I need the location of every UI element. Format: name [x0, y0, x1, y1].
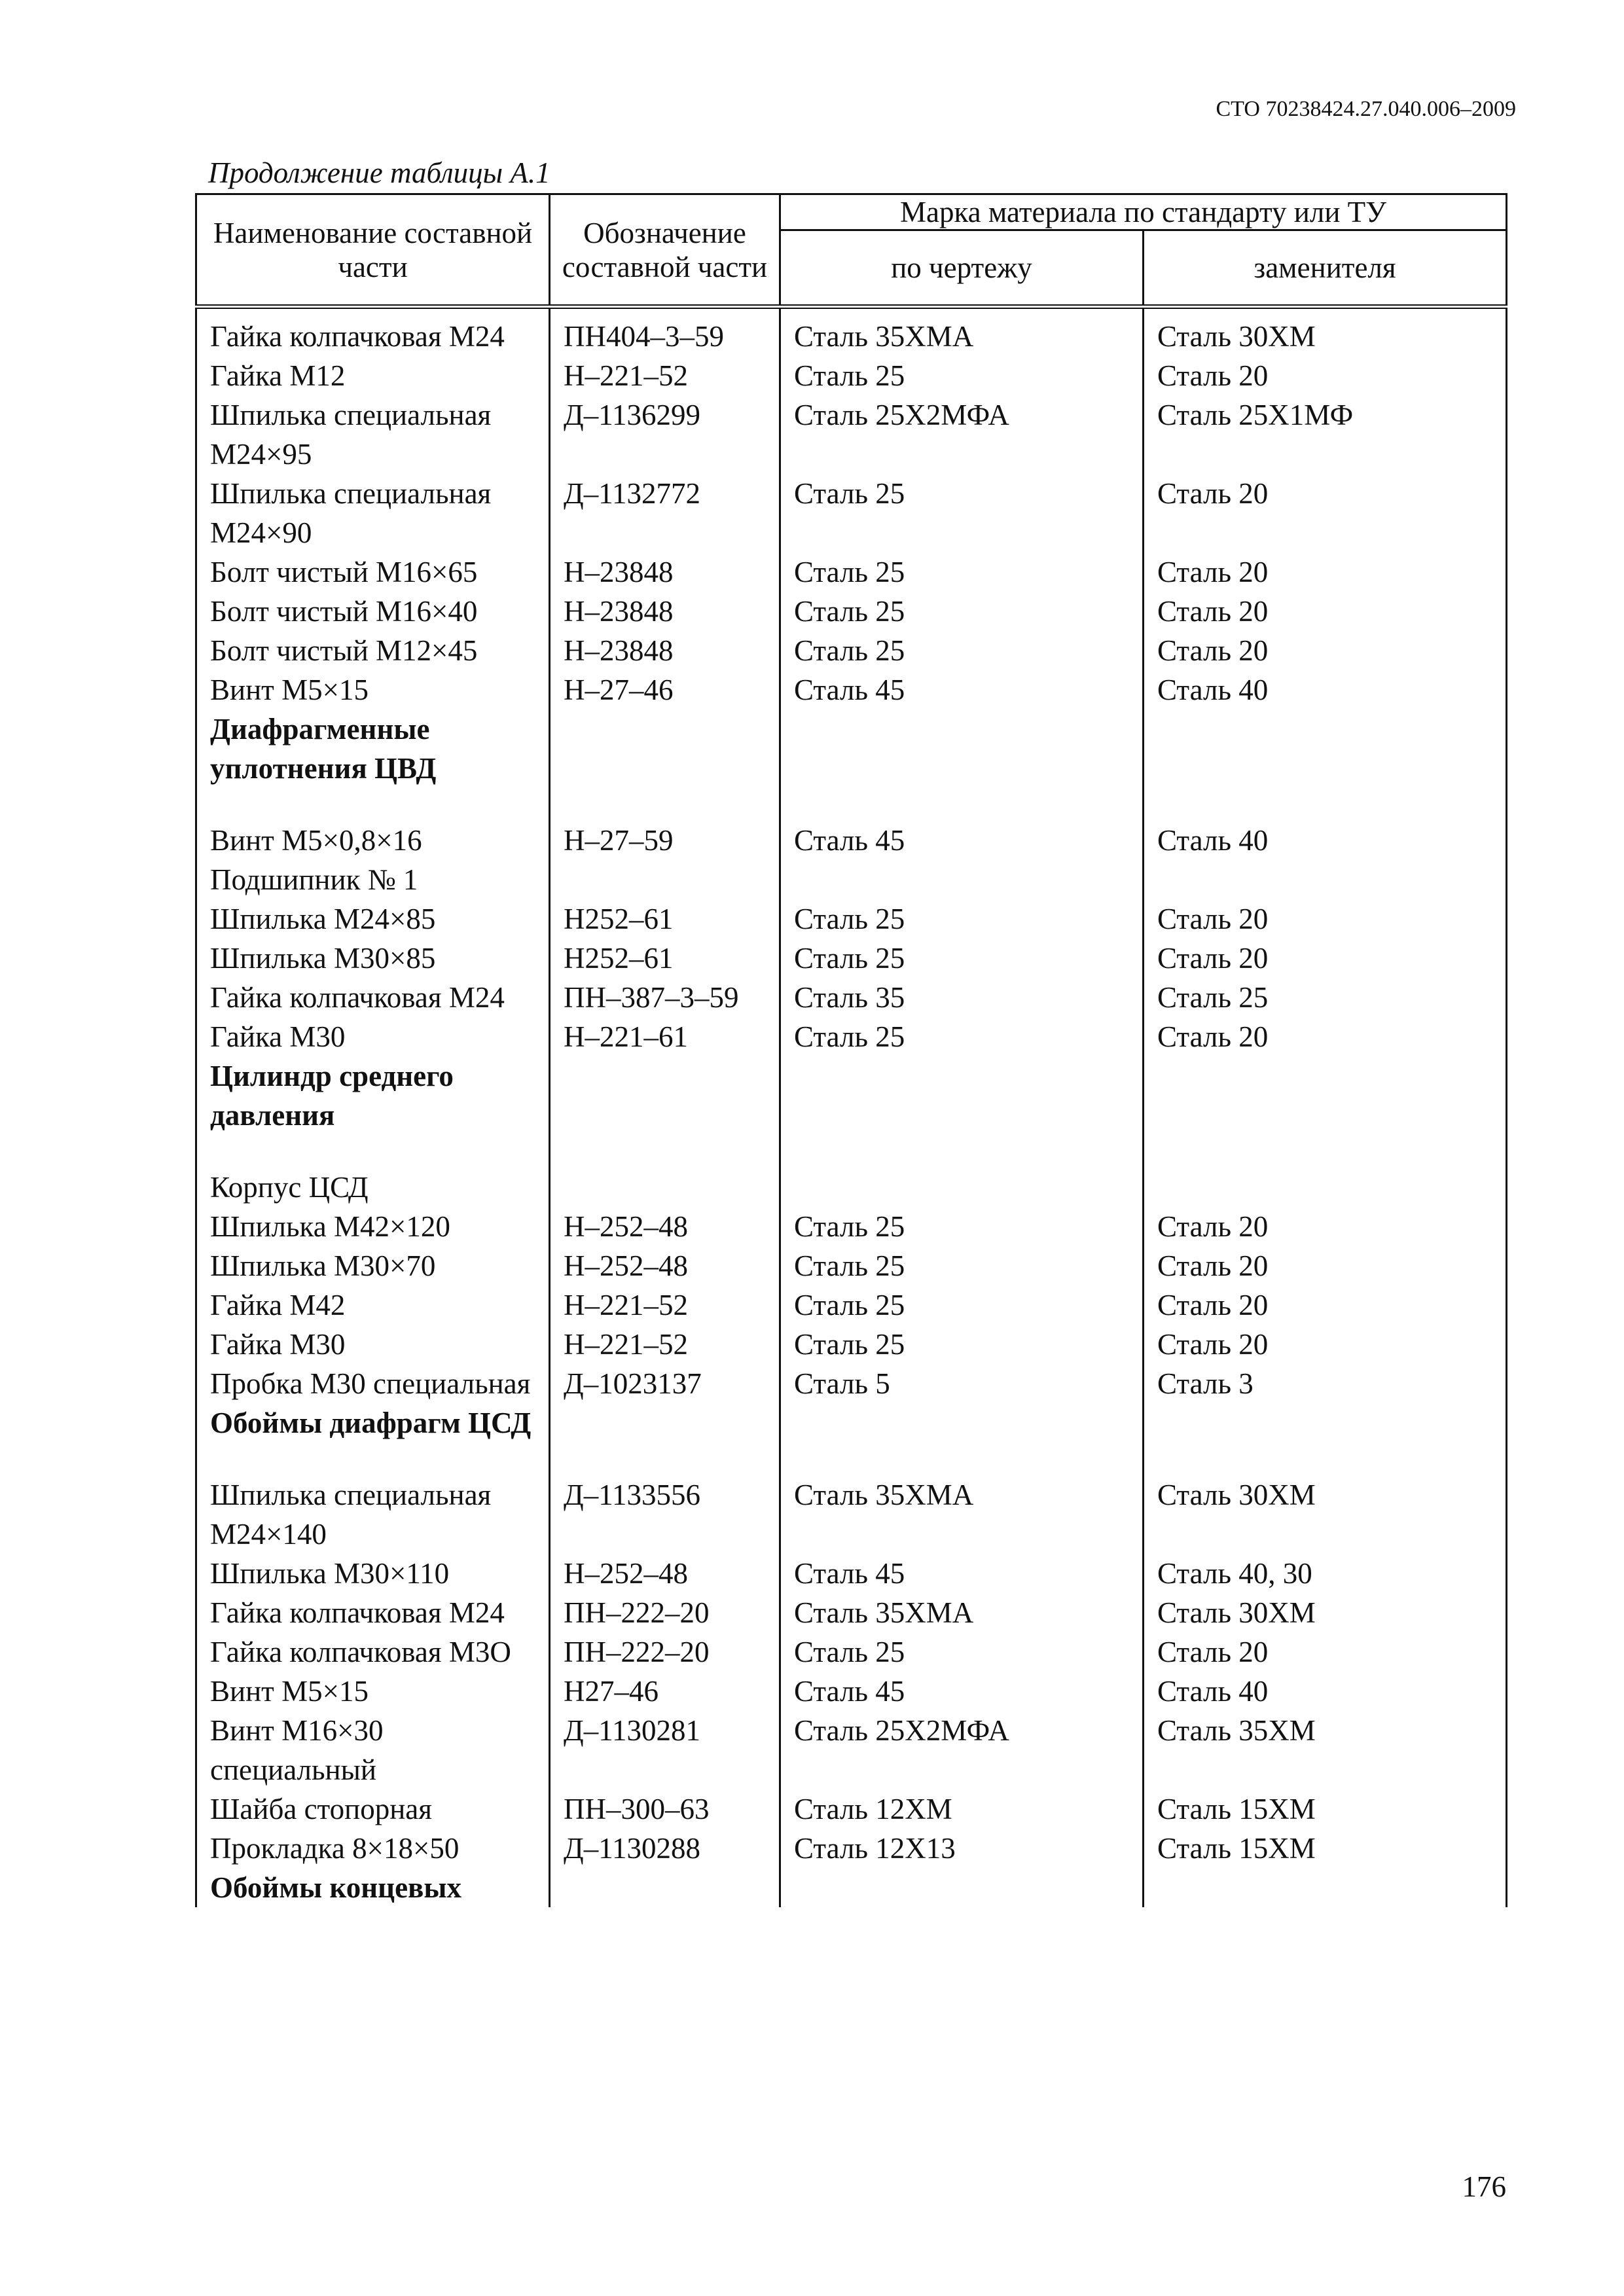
substitute-cell: Сталь 30ХМ [1144, 307, 1507, 357]
part-code-cell [550, 1403, 780, 1443]
substitute-cell: Сталь 20 [1144, 1207, 1507, 1246]
table-row [196, 1364, 1507, 1403]
table-caption: Продолжение таблицы А.1 [208, 156, 550, 189]
table-row [196, 1672, 1507, 1711]
table-row [196, 939, 1507, 978]
table-header [196, 194, 1507, 307]
material-cell: Сталь 25 [780, 1632, 1144, 1672]
table-body [196, 307, 1507, 1908]
part-name-cell: Подшипник № 1 [196, 860, 550, 899]
table-row [196, 552, 1507, 592]
part-name-cell: Шайба стопорная [196, 1789, 550, 1829]
part-code-cell [550, 860, 780, 899]
material-cell [780, 1056, 1144, 1135]
part-code-cell [550, 1443, 780, 1475]
substitute-cell: Сталь 20 [1144, 474, 1507, 552]
part-code-cell: Н–221–61 [550, 1017, 780, 1056]
section-row [196, 1403, 1507, 1443]
substitute-cell: Сталь 20 [1144, 1325, 1507, 1364]
table-row [196, 821, 1507, 860]
part-code-cell: Н–23848 [550, 552, 780, 592]
part-name-cell: Обоймы концевых [196, 1868, 550, 1907]
part-name-cell: Цилиндр среднего давления [196, 1056, 550, 1135]
substitute-cell: Сталь 40, 30 [1144, 1554, 1507, 1593]
part-name-cell: Обоймы диафрагм ЦСД [196, 1403, 550, 1443]
material-cell [780, 1443, 1144, 1475]
substitute-cell: Сталь 15ХМ [1144, 1829, 1507, 1868]
substitute-cell: Сталь 40 [1144, 1672, 1507, 1711]
part-code-cell: Н252–61 [550, 899, 780, 939]
material-cell: Сталь 35ХМА [780, 307, 1144, 357]
part-code-cell: Н–221–52 [550, 356, 780, 395]
material-cell: Сталь 25 [780, 1325, 1144, 1364]
substitute-cell [1144, 1443, 1507, 1475]
header-part-code: Обозначение составной части [550, 194, 780, 307]
material-cell [780, 1868, 1144, 1907]
table-row [196, 1475, 1507, 1554]
substitute-cell: Сталь 20 [1144, 631, 1507, 670]
part-name-cell: Гайка колпачковая М24 [196, 978, 550, 1017]
substitute-cell: Сталь 25 [1144, 978, 1507, 1017]
part-name-cell [196, 1135, 550, 1168]
substitute-cell: Сталь 20 [1144, 1246, 1507, 1285]
substitute-cell: Сталь 20 [1144, 1632, 1507, 1672]
part-name-cell [196, 1443, 550, 1475]
table-row [196, 1829, 1507, 1868]
part-name-cell: Винт М5×15 [196, 670, 550, 709]
material-cell: Сталь 25Х2МФА [780, 395, 1144, 474]
material-cell: Сталь 25 [780, 1207, 1144, 1246]
part-name-cell: Шпилька специальная М24×95 [196, 395, 550, 474]
material-cell: Сталь 25 [780, 631, 1144, 670]
substitute-cell [1144, 1168, 1507, 1207]
table-row [196, 1593, 1507, 1632]
substitute-cell: Сталь 20 [1144, 552, 1507, 592]
table-row [196, 1789, 1507, 1829]
substitute-cell [1144, 1135, 1507, 1168]
material-cell [780, 788, 1144, 821]
part-name-cell: Гайка М30 [196, 1325, 550, 1364]
substitute-cell: Сталь 30ХМ [1144, 1593, 1507, 1632]
table-row [196, 978, 1507, 1017]
part-name-cell: Шпилька М30×110 [196, 1554, 550, 1593]
material-cell [780, 1168, 1144, 1207]
substitute-cell [1144, 788, 1507, 821]
material-cell: Сталь 35 [780, 978, 1144, 1017]
part-code-cell [550, 709, 780, 788]
substitute-cell: Сталь 25Х1МФ [1144, 395, 1507, 474]
substitute-cell: Сталь 3 [1144, 1364, 1507, 1403]
substitute-cell: Сталь 15ХМ [1144, 1789, 1507, 1829]
table-row [196, 1017, 1507, 1056]
substitute-cell: Сталь 20 [1144, 1285, 1507, 1325]
table-row [196, 1325, 1507, 1364]
substitute-cell: Сталь 20 [1144, 939, 1507, 978]
part-code-cell: Н–23848 [550, 631, 780, 670]
part-code-cell: Н–27–46 [550, 670, 780, 709]
table-row [196, 631, 1507, 670]
material-cell: Сталь 35ХМА [780, 1475, 1144, 1554]
header-material-group: Марка материала по стандарту или ТУ [780, 194, 1507, 230]
substitute-cell: Сталь 30ХМ [1144, 1475, 1507, 1554]
table-row [196, 1207, 1507, 1246]
part-code-cell: Н27–46 [550, 1672, 780, 1711]
material-cell [780, 860, 1144, 899]
substitute-cell: Сталь 35ХМ [1144, 1711, 1507, 1789]
part-name-cell: Шпилька М24×85 [196, 899, 550, 939]
material-cell: Сталь 35ХМА [780, 1593, 1144, 1632]
material-cell [780, 1135, 1144, 1168]
substitute-cell: Сталь 20 [1144, 592, 1507, 631]
substitute-cell: Сталь 20 [1144, 356, 1507, 395]
part-name-cell: Винт М5×0,8×16 [196, 821, 550, 860]
material-cell: Сталь 45 [780, 670, 1144, 709]
part-name-cell: Диафрагменные уплотнения ЦВД [196, 709, 550, 788]
part-name-cell: Шпилька М30×85 [196, 939, 550, 978]
material-cell [780, 1403, 1144, 1443]
material-cell: Сталь 45 [780, 1554, 1144, 1593]
table-row [196, 860, 1507, 899]
page-number: 176 [1462, 2170, 1506, 2203]
part-name-cell: Винт М16×30 специальный [196, 1711, 550, 1789]
table-row [196, 1285, 1507, 1325]
table-row [196, 1246, 1507, 1285]
part-code-cell: Н252–61 [550, 939, 780, 978]
part-code-cell: Д–1132772 [550, 474, 780, 552]
part-name-cell: Гайка колпачковая М3О [196, 1632, 550, 1672]
part-name-cell: Шпилька М30×70 [196, 1246, 550, 1285]
substitute-cell: Сталь 40 [1144, 670, 1507, 709]
part-code-cell: ПН–222–20 [550, 1593, 780, 1632]
part-name-cell: Шпилька М42×120 [196, 1207, 550, 1246]
header-part-name: Наименование составной части [196, 194, 550, 307]
table-row [196, 1632, 1507, 1672]
spacer-row [196, 788, 1507, 821]
part-code-cell: ПН–387–3–59 [550, 978, 780, 1017]
part-code-cell: Н–252–48 [550, 1246, 780, 1285]
material-cell: Сталь 25 [780, 1285, 1144, 1325]
part-code-cell: Н–252–48 [550, 1207, 780, 1246]
table-row [196, 1168, 1507, 1207]
part-name-cell: Болт чистый М12×45 [196, 631, 550, 670]
table-row [196, 307, 1507, 357]
substitute-cell [1144, 1868, 1507, 1907]
part-name-cell: Винт М5×15 [196, 1672, 550, 1711]
part-name-cell: Прокладка 8×18×50 [196, 1829, 550, 1868]
part-name-cell: Болт чистый М16×40 [196, 592, 550, 631]
section-row [196, 1868, 1507, 1907]
part-code-cell: Д–1130281 [550, 1711, 780, 1789]
header-substitute: заменителя [1144, 230, 1507, 307]
part-name-cell: Гайка М12 [196, 356, 550, 395]
substitute-cell [1144, 1403, 1507, 1443]
table-row [196, 395, 1507, 474]
part-name-cell: Гайка М30 [196, 1017, 550, 1056]
part-name-cell: Корпус ЦСД [196, 1168, 550, 1207]
material-cell: Сталь 12ХМ [780, 1789, 1144, 1829]
material-cell [780, 709, 1144, 788]
part-code-cell: ПН–300–63 [550, 1789, 780, 1829]
substitute-cell [1144, 709, 1507, 788]
material-cell: Сталь 25 [780, 899, 1144, 939]
part-code-cell: ПН404–3–59 [550, 307, 780, 357]
part-code-cell: ПН–222–20 [550, 1632, 780, 1672]
part-name-cell: Шпилька специальная М24×90 [196, 474, 550, 552]
section-row [196, 1056, 1507, 1135]
header-by-drawing: по чертежу [780, 230, 1144, 307]
part-code-cell: Д–1130288 [550, 1829, 780, 1868]
part-code-cell [550, 1168, 780, 1207]
substitute-cell [1144, 860, 1507, 899]
substitute-cell: Сталь 40 [1144, 821, 1507, 860]
spacer-row [196, 1443, 1507, 1475]
part-code-cell: Н–221–52 [550, 1285, 780, 1325]
part-code-cell: Д–1136299 [550, 395, 780, 474]
spacer-row [196, 1135, 1507, 1168]
part-name-cell: Гайка М42 [196, 1285, 550, 1325]
part-name-cell: Болт чистый М16×65 [196, 552, 550, 592]
substitute-cell: Сталь 20 [1144, 1017, 1507, 1056]
table-row [196, 670, 1507, 709]
part-code-cell [550, 788, 780, 821]
part-name-cell: Пробка М30 специальная [196, 1364, 550, 1403]
section-row [196, 709, 1507, 788]
table-row [196, 899, 1507, 939]
part-code-cell: Д–1133556 [550, 1475, 780, 1554]
material-cell: Сталь 25 [780, 592, 1144, 631]
part-code-cell: Н–27–59 [550, 821, 780, 860]
part-code-cell: Н–252–48 [550, 1554, 780, 1593]
material-cell: Сталь 25Х2МФА [780, 1711, 1144, 1789]
part-name-cell: Гайка колпачковая М24 [196, 307, 550, 357]
table-row [196, 1711, 1507, 1789]
part-code-cell: Н–221–52 [550, 1325, 780, 1364]
part-code-cell: Д–1023137 [550, 1364, 780, 1403]
material-cell: Сталь 25 [780, 1246, 1144, 1285]
material-cell: Сталь 25 [780, 552, 1144, 592]
material-cell: Сталь 25 [780, 356, 1144, 395]
part-code-cell [550, 1056, 780, 1135]
material-cell: Сталь 25 [780, 1017, 1144, 1056]
part-code-cell: Н–23848 [550, 592, 780, 631]
material-cell: Сталь 45 [780, 1672, 1144, 1711]
material-cell: Сталь 45 [780, 821, 1144, 860]
table-row [196, 474, 1507, 552]
substitute-cell: Сталь 20 [1144, 899, 1507, 939]
part-code-cell [550, 1135, 780, 1168]
material-cell: Сталь 25 [780, 474, 1144, 552]
material-cell: Сталь 25 [780, 939, 1144, 978]
material-cell: Сталь 12Х13 [780, 1829, 1144, 1868]
table-row [196, 1554, 1507, 1593]
material-cell: Сталь 5 [780, 1364, 1144, 1403]
part-name-cell: Гайка колпачковая М24 [196, 1593, 550, 1632]
substitute-cell [1144, 1056, 1507, 1135]
part-code-cell [550, 1868, 780, 1907]
table-row [196, 592, 1507, 631]
materials-table [195, 193, 1507, 1907]
part-name-cell: Шпилька специальная М24×140 [196, 1475, 550, 1554]
document-code: СТО 70238424.27.040.006–2009 [1216, 97, 1516, 121]
table-row [196, 356, 1507, 395]
part-name-cell [196, 788, 550, 821]
